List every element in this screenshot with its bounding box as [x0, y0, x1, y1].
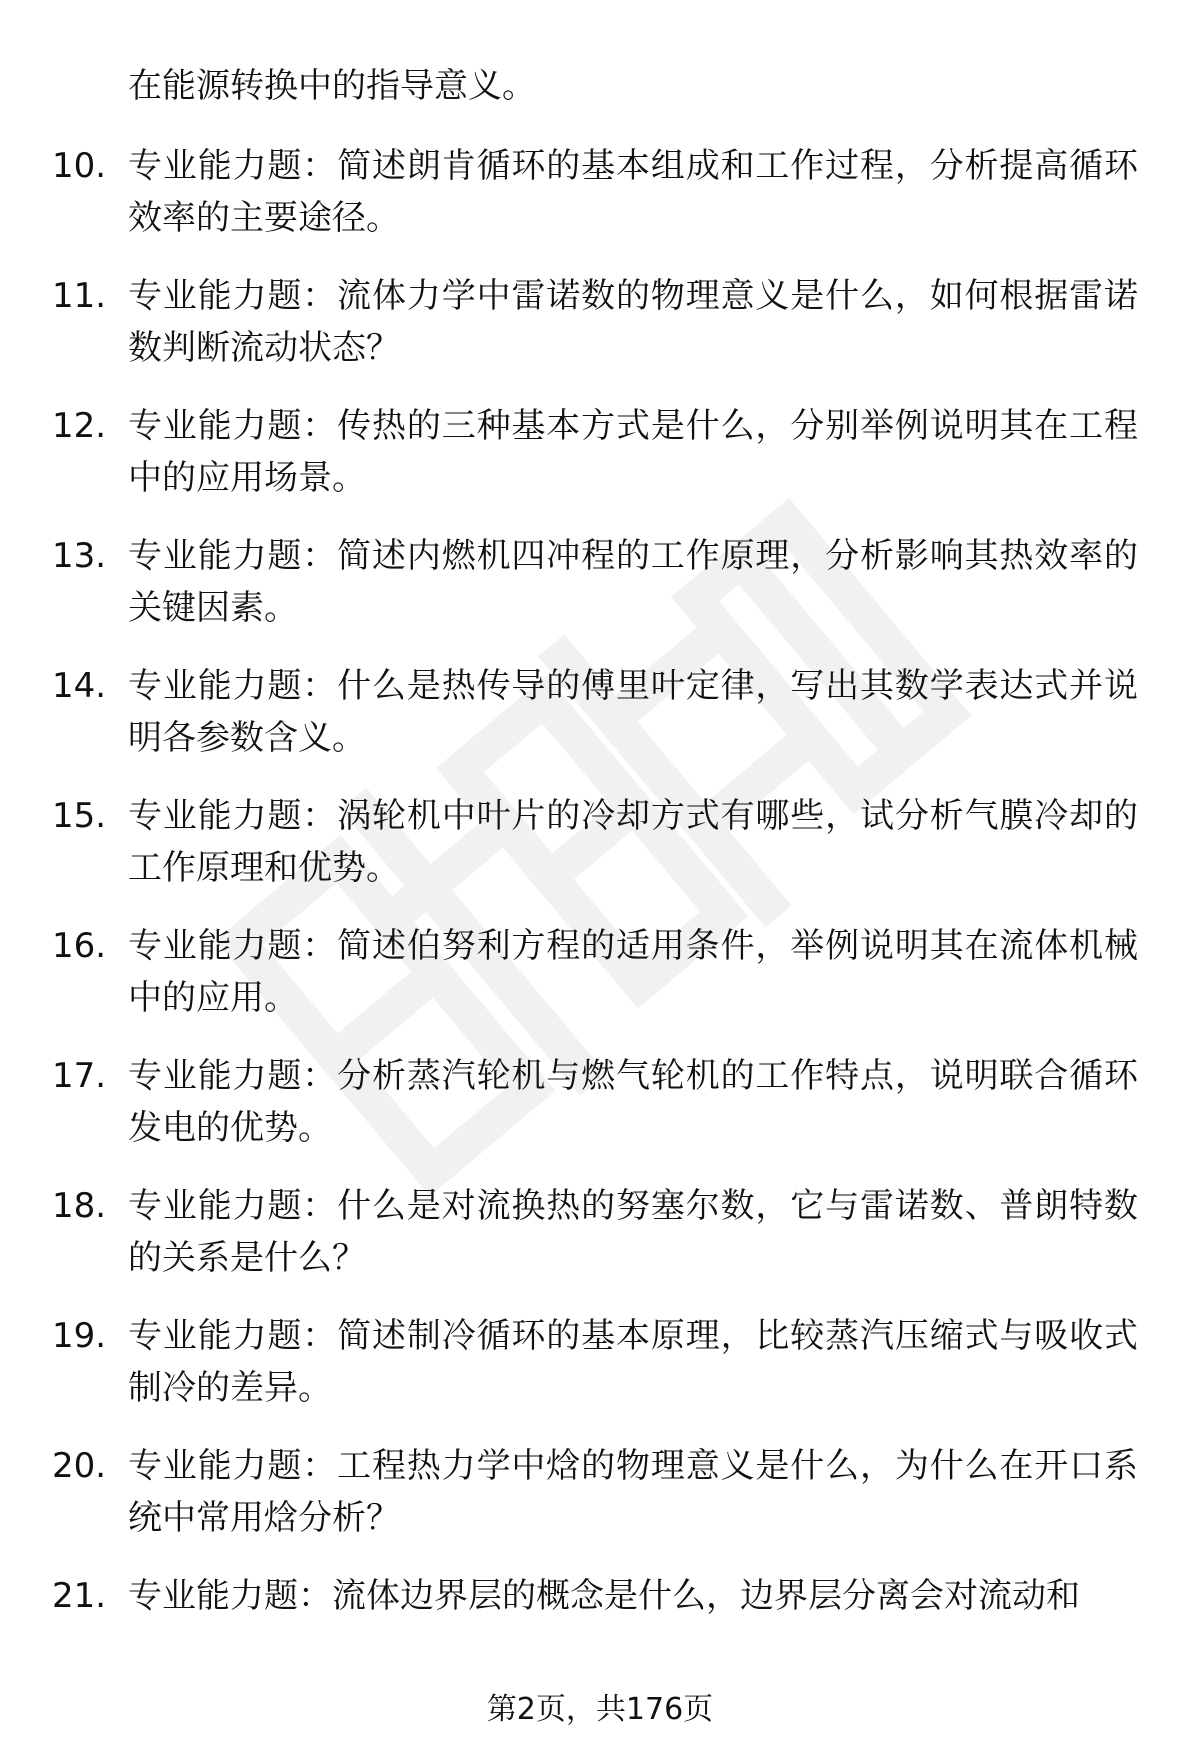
question-text: 专业能力题：分析蒸汽轮机与燃气轮机的工作特点，说明联合循环发电的优势。: [128, 1056, 1138, 1148]
question-item: [0, 1310, 1200, 1440]
question-item: [0, 790, 1200, 920]
question-number: 12.: [52, 406, 107, 446]
question-text: 专业能力题：简述朗肯循环的基本组成和工作过程，分析提高循环效率的主要途径。: [128, 146, 1138, 238]
question-number: 15.: [52, 796, 107, 836]
question-item: [0, 140, 1200, 270]
question-list: [0, 140, 1200, 1700]
question-item: [0, 1440, 1200, 1570]
question-item: [0, 1570, 1200, 1700]
question-number: 16.: [52, 926, 107, 966]
question-item: [0, 270, 1200, 400]
question-number: 10.: [52, 146, 107, 186]
question-number: 17.: [52, 1056, 107, 1096]
question-text: 专业能力题：流体力学中雷诺数的物理意义是什么，如何根据雷诺数判断流动状态？: [128, 276, 1138, 368]
question-text: 专业能力题：简述伯努利方程的适用条件，举例说明其在流体机械中的应用。: [128, 926, 1138, 1018]
question-number: 20.: [52, 1446, 107, 1486]
question-text: 专业能力题：传热的三种基本方式是什么，分别举例说明其在工程中的应用场景。: [128, 406, 1138, 498]
question-item: [0, 1050, 1200, 1180]
question-number: 14.: [52, 666, 107, 706]
question-text: 专业能力题：涡轮机中叶片的冷却方式有哪些，试分析气膜冷却的工作原理和优势。: [128, 796, 1138, 888]
question-number: 13.: [52, 536, 107, 576]
page-footer: 第2页，共176页: [486, 1692, 714, 1727]
question-text: 专业能力题：简述制冷循环的基本原理，比较蒸汽压缩式与吸收式制冷的差异。: [128, 1316, 1138, 1408]
question-text: 专业能力题：什么是热传导的傅里叶定律，写出其数学表达式并说明各参数含义。: [128, 666, 1138, 758]
question-item: [0, 660, 1200, 790]
question-number: 11.: [52, 276, 107, 316]
question-number: 18.: [52, 1186, 107, 1226]
continuation-text: 在能源转换中的指导意义。: [128, 66, 536, 106]
question-text: 专业能力题：工程热力学中焓的物理意义是什么，为什么在开口系统中常用焓分析？: [128, 1446, 1138, 1538]
question-text: 专业能力题：流体边界层的概念是什么，边界层分离会对流动和: [128, 1576, 1080, 1616]
question-item: [0, 920, 1200, 1050]
question-item: [0, 400, 1200, 530]
question-number: 19.: [52, 1316, 107, 1356]
question-item: [0, 530, 1200, 660]
question-item: [0, 1180, 1200, 1310]
question-text: 专业能力题：什么是对流换热的努塞尔数，它与雷诺数、普朗特数的关系是什么？: [128, 1186, 1138, 1278]
question-number: 21.: [52, 1576, 107, 1616]
question-text: 专业能力题：简述内燃机四冲程的工作原理，分析影响其热效率的关键因素。: [128, 536, 1138, 628]
